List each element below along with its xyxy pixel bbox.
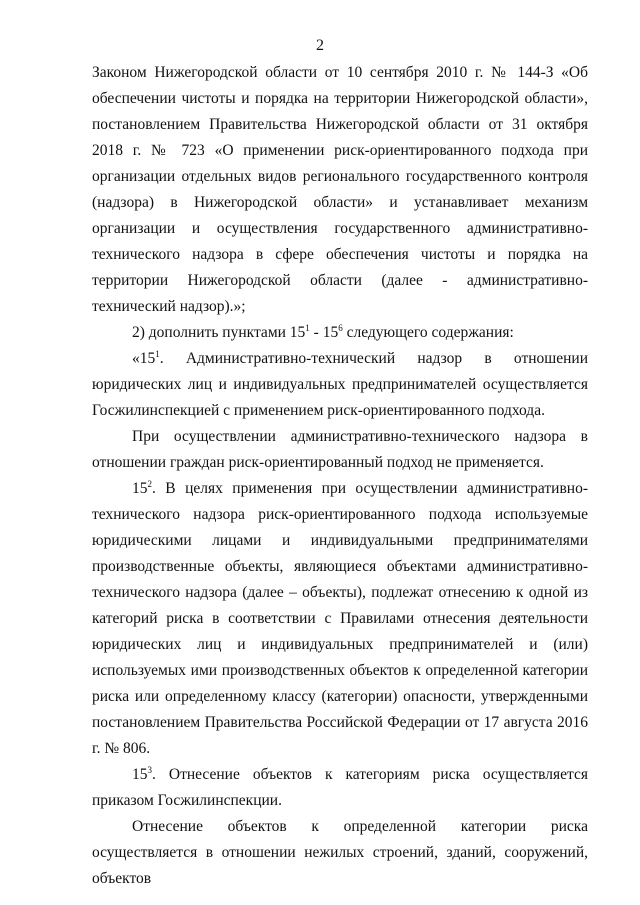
superscript: 1 xyxy=(305,323,310,333)
paragraph-citizens: При осуществлении административно-технического надзора в отношении граждан риск-ориентированный подход не применяется. xyxy=(92,428,588,471)
superscript: 3 xyxy=(147,765,152,775)
document-body xyxy=(92,60,588,892)
text-fragment: «15 xyxy=(132,350,156,367)
paragraph-law-references: Законом Нижегородской области от 10 сентября 2010 г. № 144-З «Об обеспечении чистоты и порядка на территории Нижегородской области», постановлением Правительства Нижегородской области от 31 октября 2018 г. № 723 «О применении риск-ориентированного подхода при организации отдельных видов регионального государственного контроля (надзора) в Нижегородской области» и устанавливает механизм организации и осуществления государственного административно-технического надзора в сфере обеспечения чистоты и порядка на территории Нижегородской области (далее - административно-технический надзор).»; xyxy=(92,64,588,315)
paragraph-item-15-2 xyxy=(92,476,588,762)
superscript: 6 xyxy=(338,323,343,333)
text-fragment: . В целях применения при осуществлении административно-технического надзора риск-ориентированного подхода используемые юридическими лицами и индивидуальными предпринимателями производственные объекты, являющиеся объектами административно-технического надзора (далее – объекты), подлежат отнесению к одной из категорий риска в соответствии с Правилами отнесения деятельности юридических лиц и индивидуальных предпринимателей и (или) используемых ими производственных объектов к определенной категории риска или определенному классу (категории) опасности, утвержденными постановлением Правительства Российской Федерации от 17 августа 2016 г. № 806. xyxy=(92,480,588,757)
text-fragment: - 15 xyxy=(309,324,339,341)
paragraph-amendment-intro xyxy=(92,320,588,346)
paragraph-item-15-3 xyxy=(92,762,588,814)
text-fragment: следующего содержания: xyxy=(342,324,514,341)
text-fragment: 15 xyxy=(132,480,148,497)
page-number: 2 xyxy=(316,37,324,54)
superscript: 2 xyxy=(147,479,152,489)
text-fragment: . Отнесение объектов к категориям риска осуществляется приказом Госжилинспекции. xyxy=(92,766,588,809)
text-fragment: . Административно-технический надзор в отношении юридических лиц и индивидуальных предпринимателей осуществляется Госжилинспекцией с применением риск-ориентированного подхода. xyxy=(92,350,588,419)
superscript: 1 xyxy=(155,349,160,359)
text-fragment: 2) дополнить пунктами 15 xyxy=(132,324,306,341)
text-fragment: 15 xyxy=(132,766,148,783)
paragraph-risk-assignment: Отнесение объектов к определенной категории риска осуществляется в отношении нежилых строений, зданий, сооружений, объектов xyxy=(92,818,588,887)
paragraph-item-15-1 xyxy=(92,346,588,424)
